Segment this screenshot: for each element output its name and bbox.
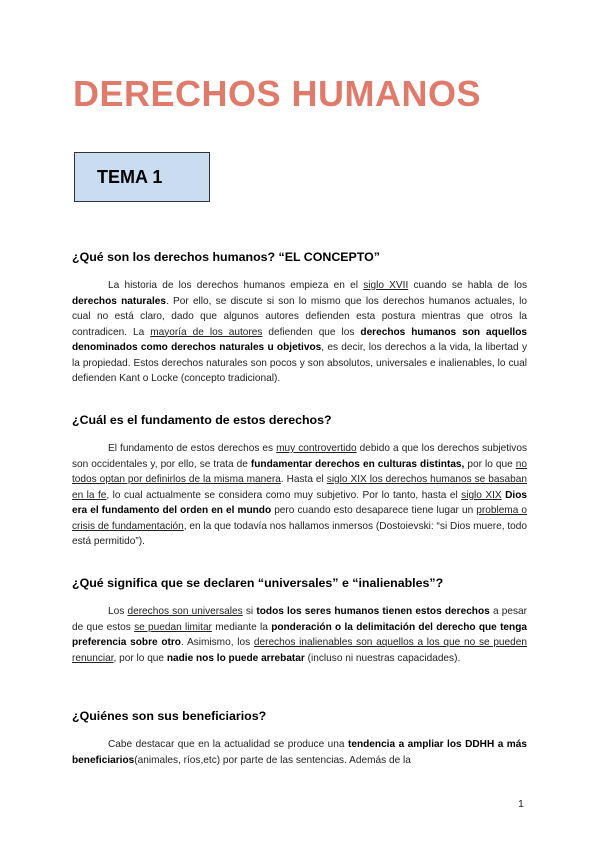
tema-box <box>74 152 210 202</box>
page-number: 1 <box>518 798 524 810</box>
section-fundamento <box>72 413 527 550</box>
section-concepto <box>72 250 527 387</box>
section-paragraph: Los derechos son universales si todos los seres humanos tienen estos derechos a pesar de que estos se puedan limitar mediante la ponderación o la delimitación del derecho que tenga preferencia sobre otro. Asimismo, los derechos inalienables son aquellos a los que no se pueden renunciar, por lo que nadie nos lo puede arrebatar (incluso ni nuestras capacidades). <box>72 606 528 664</box>
section-heading: ¿Quiénes son sus beneficiarios? <box>72 709 267 723</box>
section-beneficiarios <box>72 709 527 768</box>
section-universales <box>72 576 527 666</box>
section-paragraph: El fundamento de estos derechos es muy controvertido debido a que los derechos subjetivos son occidentales y, por ello, se trata de fundamentar derechos en culturas distintas, por lo que no todos optan por definirlos de la misma manera. Hasta el siglo XIX los derechos humanos se basaban en la fe, lo cual actualmente se considera como muy subjetivo. Por lo tanto, hasta el siglo XIX Dios era el fundamento del orden en el mundo pero cuando esto desaparece tiene lugar un problema o crisis de fundamentación, en la que todavía nos hallamos inmersos (Dostoievski: “si Dios muere, todo está permitido”). <box>72 443 528 547</box>
section-heading: ¿Qué significa que se declaren “universales” e “inalienables”? <box>72 576 444 590</box>
section-heading: ¿Cuál es el fundamento de estos derechos? <box>72 413 332 427</box>
section-paragraph: La historia de los derechos humanos empieza en el siglo XVII cuando se habla de los derechos naturales. Por ello, se discute si son lo mismo que los derechos humanos actuales, lo cual no está claro, dado que algunos autores defienden esta postura mientras que otros la contradicen. La mayoría de los autores defienden que los derechos humanos son aquellos denominados como derechos naturales u objetivos, es decir, los derechos a la vida, la libertad y la propiedad. Estos derechos naturales son pocos y son absolutos, universales e inalienables, lo cual defienden Kant o Locke (concepto tradicional). <box>72 280 528 384</box>
tema-label: TEMA 1 <box>97 167 163 187</box>
document-title: DERECHOS HUMANOS <box>73 73 482 114</box>
section-heading: ¿Qué son los derechos humanos? “EL CONCEPTO” <box>72 250 380 264</box>
section-paragraph: Cabe destacar que en la actualidad se produce una tendencia a ampliar los DDHH a más beneficiarios(animales, ríos,etc) por parte de las sentencias. Además de la <box>72 739 527 766</box>
